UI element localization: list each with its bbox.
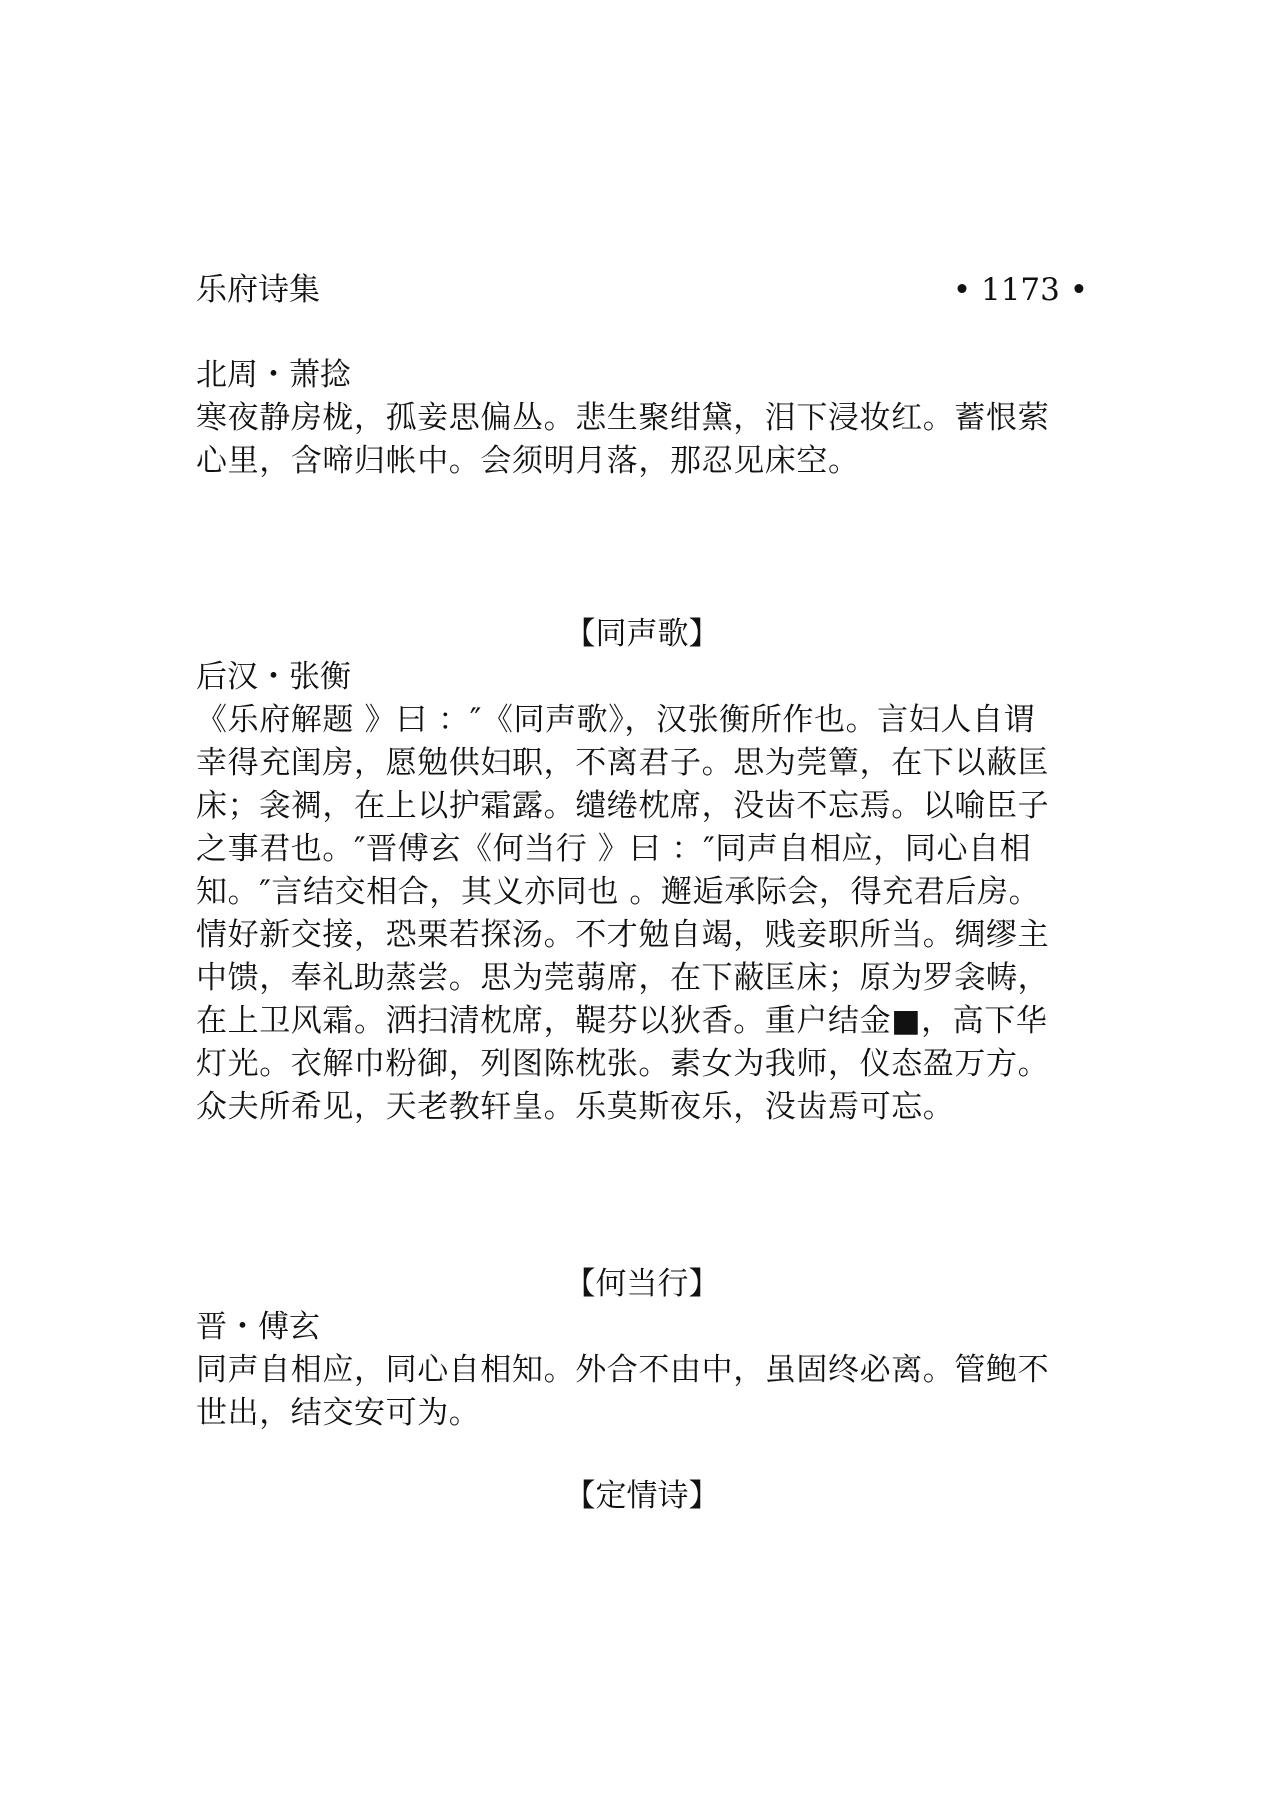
- section-title-tongsheng: 【同声歌】: [564, 616, 720, 652]
- poem-line: 心里，含啼归帐中。会须明月落，那忍见床空。: [196, 443, 860, 479]
- poem-line: 同声自相应，同心自相知。外合不由中，虽固终必离。管鲍不: [196, 1352, 1050, 1388]
- poem-line: 世出，结交安可为。: [196, 1395, 481, 1431]
- book-title: 乐府诗集: [196, 272, 320, 308]
- poem-line: 情好新交接，恐栗若探汤。不才勉自竭，贱妾职所当。绸缪主: [196, 917, 1050, 953]
- poem-line: 幸得充闺房，愿勉供妇职，不离君子。思为莞簟，在下以蔽匡: [196, 745, 1050, 781]
- page-header: [196, 268, 1088, 312]
- section-title-dingqing: 【定情诗】: [564, 1478, 720, 1514]
- section-tongsheng-body: [196, 656, 1088, 1129]
- poem-line: 众夫所希见，天老教轩皇。乐莫斯夜乐，没齿焉可忘。: [196, 1089, 955, 1125]
- poem-line: 在上卫风霜。洒扫清枕席，鞮芬以狄香。重户结金■，高下华: [196, 1003, 1048, 1039]
- poem-line: 《乐府解题 》曰 ：″《同声歌》，汉张衡所作也。言妇人自谓: [196, 702, 1036, 738]
- poem-line: 寒夜静房栊，孤妾思偏丛。悲生聚绀黛，泪下浸妆红。蓄恨萦: [196, 400, 1050, 436]
- poem-author: 后汉・张衡: [196, 659, 351, 695]
- poem-line: 床；衾裯，在上以护霜露。缱绻枕席，没齿不忘焉。以喻臣子: [196, 788, 1050, 824]
- poem-line: 灯光。衣解巾粉御，列图陈枕张。素女为我师，仪态盈万方。: [196, 1046, 1050, 1082]
- poem-line: 知。″言结交相合，其义亦同也 。邂逅承际会，得充君后房。: [196, 874, 1041, 910]
- page-number: • 1173 •: [952, 272, 1088, 308]
- poem-line: 之事君也。″晋傅玄《何当行 》曰 ：″同声自相应，同心自相: [196, 831, 1032, 867]
- poem-xiao: [196, 354, 1088, 483]
- poem-author: 晋・傅玄: [196, 1309, 320, 1345]
- section-hedang-body: [196, 1306, 1088, 1435]
- poem-author: 北周・萧捻: [196, 357, 351, 393]
- poem-line: 中馈，奉礼助蒸尝。思为莞蒻席，在下蔽匡床；原为罗衾帱，: [196, 960, 1050, 996]
- section-title-hedang: 【何当行】: [564, 1266, 720, 1302]
